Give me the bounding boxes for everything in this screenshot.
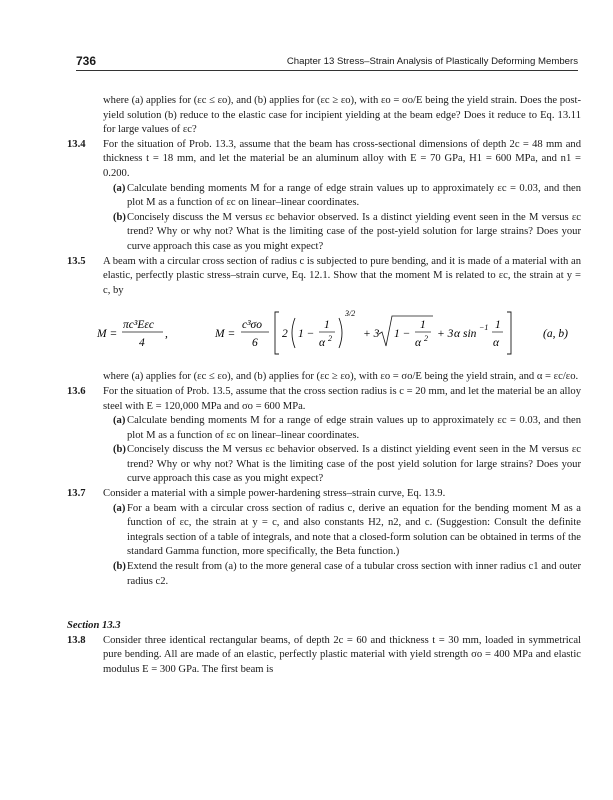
svg-text:α: α	[493, 337, 500, 350]
eq-a-comma: ,	[165, 328, 168, 341]
problem-number: 13.5	[67, 255, 86, 267]
part-label: (a)	[113, 415, 126, 427]
problem-part	[67, 182, 581, 211]
problem-number: 13.8	[67, 634, 86, 646]
problem-number: 13.4	[67, 138, 86, 150]
svg-text:1: 1	[420, 319, 426, 332]
part-text: Calculate bending moments M for a range of edge strain values up to approximately εc = 0.03, and then plot M as a function of εc on linear–linear coordinates.	[127, 182, 581, 209]
problem-part	[67, 211, 581, 255]
problem-part	[67, 560, 581, 589]
page-header	[76, 54, 578, 71]
problem-part	[67, 443, 581, 487]
eq-b-bracket-expression	[275, 309, 511, 354]
problem-text: Consider three identical rectangular beams, of depth 2c = 60 and thickness t = 30 mm, loaded in symmetrical pure bending. All are made of an elastic, perfectly plastic material with yield strength σo = 400 MPa and elastic modulus E = 300 GPa. The first beam is	[103, 634, 581, 675]
problem-13-6	[67, 385, 581, 414]
section-heading: Section 13.3	[67, 620, 121, 632]
svg-text:2: 2	[424, 334, 428, 344]
part-label: (b)	[113, 561, 126, 573]
eq-b-lhs: M =	[215, 328, 236, 341]
svg-text:+ 3: + 3	[437, 328, 454, 341]
svg-text:sin: sin	[463, 328, 477, 341]
part-text: Concisely discuss the M versus εc behavior observed. Is a distinct yielding event seen in the M versus εc trend? Why or why not? What is the limiting case of the post yield solution for large strains? Does your curve approach this case as you might expect?	[127, 444, 581, 485]
svg-text:1: 1	[324, 319, 330, 332]
equation-graphic	[67, 302, 581, 364]
problem-13-4	[67, 138, 581, 182]
problem-number: 13.7	[67, 488, 86, 500]
eq-a-lhs: M =	[97, 328, 118, 341]
problem-number: 13.6	[67, 385, 86, 397]
svg-text:+ 3: + 3	[363, 328, 380, 341]
problem-part	[67, 502, 581, 560]
svg-text:α: α	[319, 337, 326, 350]
continuation-paragraph: where (a) applies for (εc ≤ εo), and (b) applies for (εc ≥ εo), with εo = σo/E being the yield strain. Does the post-yield solution (b) reduce to the elastic case for incipient yielding at the beam edge? Does it reduce to Eq. 13.11 for large values of εc?	[103, 95, 581, 136]
problem-13-8	[67, 634, 581, 678]
problem-13-5	[67, 255, 581, 299]
svg-text:α: α	[454, 328, 461, 341]
svg-text:−1: −1	[479, 323, 489, 333]
equation-label: (a, b)	[543, 328, 568, 341]
moment-equation	[67, 302, 581, 364]
svg-text:α: α	[415, 337, 422, 350]
page-number: 736	[76, 54, 97, 68]
post-equation-paragraph: where (a) applies for (εc ≤ εo), and (b) applies for (εc ≥ εo), with εo = σo/E being the yield strain, and α = εc/εo.	[103, 371, 579, 383]
problem-text: A beam with a circular cross section of radius c is subjected to pure bending, and it is made of a material with an elastic, perfectly plastic stress–strain curve, Eq. 12.1. Show that the moment M is related to εc, the strain at y = c, by	[103, 255, 581, 296]
problem-text: For the situation of Prob. 13.3, assume that the beam has cross-sectional dimensions of depth 2c = 48 mm and thickness t = 18 mm, and let the material be an aluminum alloy with E = 70 GPa, H1 = 600 MPa, and n1 = 0.200.	[103, 138, 581, 179]
page-body	[67, 94, 581, 678]
svg-text:1 −: 1 −	[298, 328, 315, 341]
svg-text:3/2: 3/2	[345, 309, 356, 319]
svg-text:2: 2	[282, 328, 288, 341]
part-label: (b)	[113, 444, 126, 456]
part-text: For a beam with a circular cross section of radius c, derive an equation for the bending moment M as a function of εc, the strain at y = c, and also constants H2, n2, and c. (Suggestion: Consult the definite integrals section of a table of integrals, and note that a closed-form solution can be obtained in terms of the standard Gamma function, more specifically, the Beta function.)	[127, 502, 581, 558]
part-text: Calculate bending moments M for a range of edge strain values up to approximately εc = 0.03, and then plot M as a function of εc on linear–linear coordinates.	[127, 415, 581, 441]
running-head: Chapter 13 Stress–Strain Analysis of Plastically Deforming Members	[286, 56, 578, 67]
problem-13-7	[67, 487, 581, 502]
part-text: Extend the result from (a) to the more general case of a tubular cross section with inner radius c1 and outer radius c2.	[127, 561, 581, 587]
eq-b-numerator: c³σo	[242, 319, 262, 332]
eq-a-numerator: πc³Eεc	[123, 319, 154, 332]
part-label: (a)	[113, 502, 126, 514]
svg-text:1: 1	[495, 319, 501, 332]
problem-text: Consider a material with a simple power-hardening stress–strain curve, Eq. 13.9.	[103, 488, 446, 500]
problem-text: For the situation of Prob. 13.5, assume that the cross section radius is c = 20 mm, and let the material be an alloy steel with E = 120,000 MPa and σo = 600 MPa.	[103, 385, 581, 412]
part-text: Concisely discuss the M versus εc behavior observed. Is a distinct yielding event seen in the M versus εc trend? Why or why not? What is the limiting case of the post-yield solution for large strains? Does your curve approach this case as you might expect?	[127, 211, 581, 252]
svg-text:2: 2	[328, 334, 332, 344]
problem-part	[67, 414, 581, 443]
part-label: (a)	[113, 182, 126, 194]
eq-b-denominator: 6	[252, 337, 258, 350]
eq-a-denominator: 4	[139, 337, 145, 350]
part-label: (b)	[113, 211, 126, 223]
svg-text:1 −: 1 −	[394, 328, 411, 341]
